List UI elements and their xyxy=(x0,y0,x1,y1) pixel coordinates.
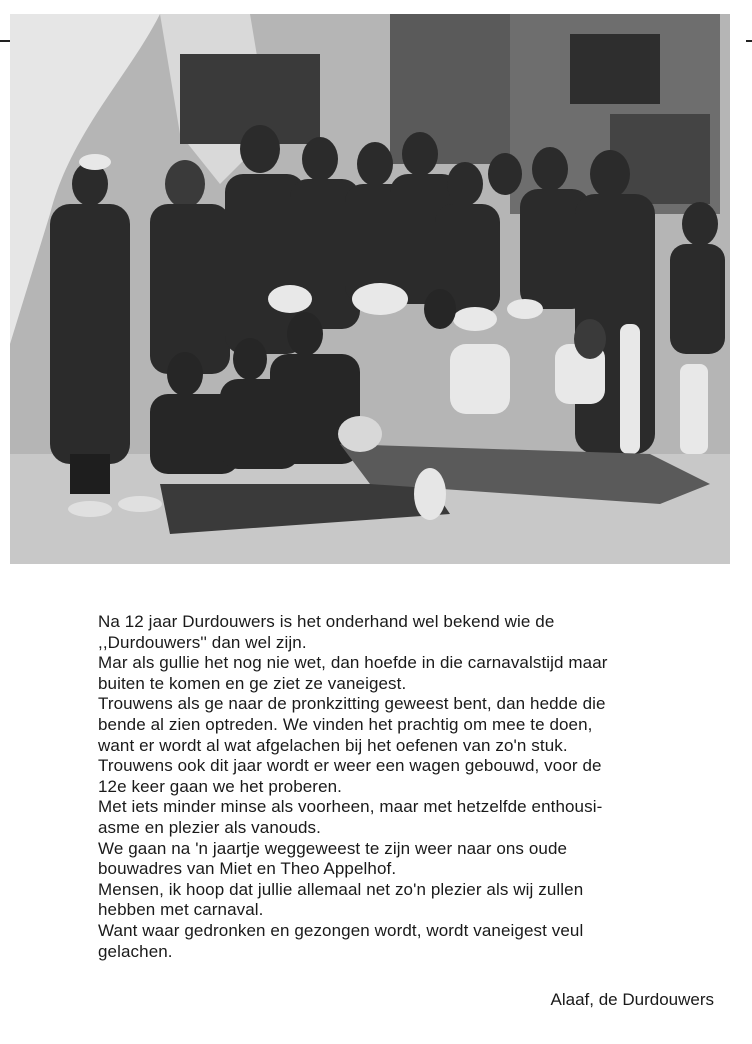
text-line: Mar als gullie het nog nie wet, dan hoefde in die carnavalstijd maar xyxy=(98,653,608,673)
signature: Alaaf, de Durdouwers xyxy=(550,990,714,1009)
paragraph-7 xyxy=(98,880,718,921)
group-photo-illustration xyxy=(10,14,730,564)
text-line: bouwadres van Miet en Theo Appelhof. xyxy=(98,859,397,879)
text-line: 12e keer gaan we het proberen. xyxy=(98,776,343,796)
text-line: want er wordt al wat afgelachen bij het oefenen van zo'n stuk. xyxy=(98,735,568,755)
text-line: Met iets minder minse als voorheen, maar met hetzelfde enthousi- xyxy=(98,797,603,817)
text-line: Na 12 jaar Durdouwers is het onderhand wel bekend wie de xyxy=(98,612,555,631)
text-line: bende al zien optreden. We vinden het prachtig om mee te doen, xyxy=(98,714,593,734)
text-line: Trouwens ook dit jaar wordt er weer een wagen gebouwd, voor de xyxy=(98,756,602,776)
group-photo xyxy=(10,14,730,564)
article-text xyxy=(98,612,718,962)
paragraph-3 xyxy=(98,694,718,756)
text-line: gelachen. xyxy=(98,941,173,961)
paragraph-2 xyxy=(98,653,718,694)
text-line: buiten te komen en ge ziet ze vaneigest. xyxy=(98,673,407,693)
text-line: We gaan na 'n jaartje weggeweest te zijn weer naar ons oude xyxy=(98,838,568,858)
paragraph-5 xyxy=(98,797,718,838)
paragraph-1 xyxy=(98,612,718,653)
paragraph-6 xyxy=(98,839,718,880)
paragraph-4 xyxy=(98,756,718,797)
text-line: Trouwens als ge naar de pronkzitting geweest bent, dan hedde die xyxy=(98,694,606,714)
text-line: Mensen, ik hoop dat jullie allemaal net zo'n plezier als wij zullen xyxy=(98,879,584,899)
text-line: hebben met carnaval. xyxy=(98,900,264,920)
paragraph-8 xyxy=(98,921,718,962)
text-line: Want waar gedronken en gezongen wordt, wordt vaneigest veul xyxy=(98,920,584,940)
text-line: asme en plezier als vanouds. xyxy=(98,817,321,837)
text-line: ,,Durdouwers'' dan wel zijn. xyxy=(98,632,307,652)
crop-mark-right xyxy=(746,40,752,42)
